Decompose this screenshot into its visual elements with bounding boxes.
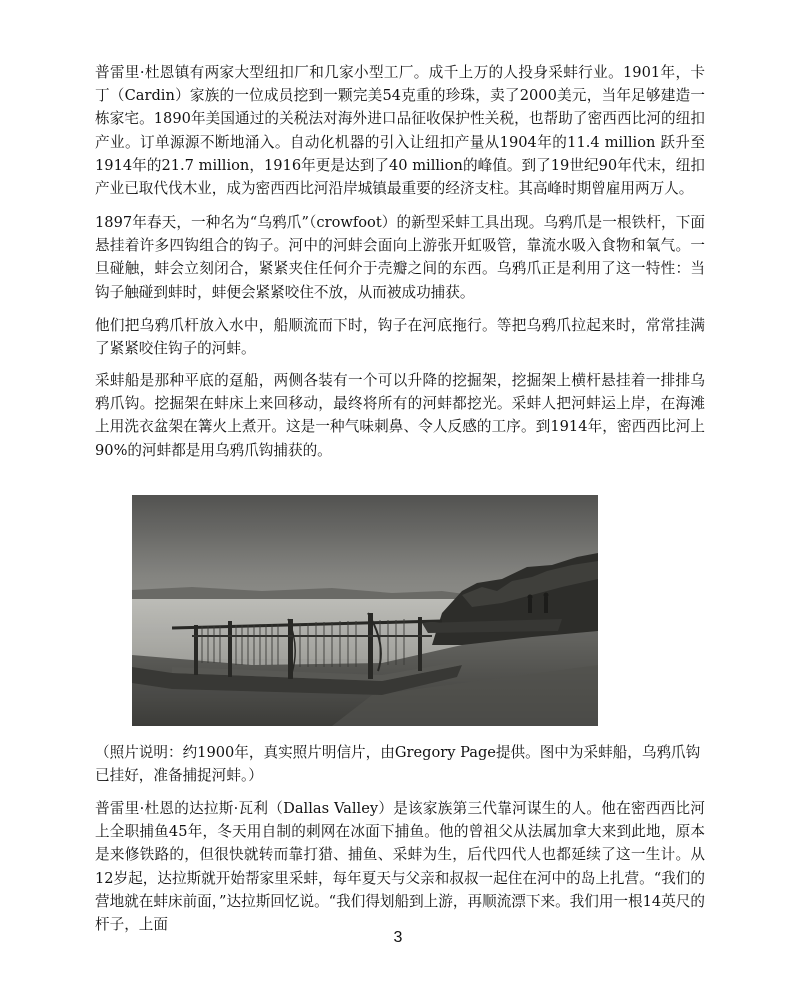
- paragraph-clamming-boat: 采蚌船是那种平底的趸船，两侧各装有一个可以升降的挖掘架，挖掘架上横杆悬挂着一排排乌鸦爪钩。挖掘架在蚌床上来回移动，最终将所有的河蚌都挖光。采蚌人把河蚌运上岸，在海滩上用洗衣盆架在篝火上煮开。这是一种气味刺鼻、令人反感的工序。到1914年，密西西比河上90%的河蚌都是用乌鸦爪钩捕获的。: [95, 372, 705, 459]
- photo-caption: （照片说明：约1900年，真实照片明信片，由Gregory Page提供。图中为采蚌船，乌鸦爪钩已挂好，准备捕捉河蚌。）: [95, 744, 701, 785]
- paragraph-dragging-hooks: 他们把乌鸦爪杆放入水中，船顺流而下时，钩子在河底拖行。等把乌鸦爪拉起来时，常常挂满了紧紧咬住钩子的河蚌。: [95, 317, 705, 358]
- paragraph-dallas-valley: 普雷里·杜恩的达拉斯·瓦利（Dallas Valley）是该家族第三代靠河谋生的人。他在密西西比河上全职捕鱼45年，冬天用自制的刺网在冰面下捕鱼。他的曾祖父从法属加拿大来到此地，原本是来修铁路的，但很快就转而靠打猎、捕鱼、采蚌为生，后代四代人也都延续了这一生计。从12岁起，达拉斯就开始帮家里采蚌，每年夏天与父亲和叔叔一起住在河中的岛上扎营。“我们的营地就在蚌床前面，”达拉斯回忆说。“我们得划船到上游，再顺流漂下来。我们用一根14英尺的杆子，上面: [95, 800, 705, 934]
- clamming-boat-photo: [132, 495, 598, 726]
- paragraph-button-factories: 普雷里·杜恩镇有两家大型纽扣厂和几家小型工厂。成千上万的人投身采蚌行业。1901年，卡丁（Cardin）家族的一位成员挖到一颗完美54克重的珍珠，卖了2000美元，当年足够建造一栋家宅。1890年美国通过的关税法对海外进口品征收保护性关税，也帮助了密西西比河的纽扣产业。订单源源不断地涌入。自动化机器的引入让纽扣产量从1904年的11.4 million 跃升至1914年的21.7 million，1916年更是达到了40 million的峰值。到了19世纪90年代末，纽扣产业已取代伐木业，成为密西西比河沿岸城镇最重要的经济支柱。其高峰时期曾雇用两万人。: [95, 64, 705, 198]
- paragraph-crowfoot-tool: 1897年春天，一种名为“乌鸦爪”（crowfoot）的新型采蚌工具出现。乌鸦爪是一根铁杆，下面悬挂着许多四钩组合的钩子。河中的河蚌会面向上游张开虹吸管，靠流水吸入食物和氧气。一旦碰触，蚌会立刻闭合，紧紧夹住任何介于壳瓣之间的东西。乌鸦爪正是利用了这一特性：当钩子触碰到蚌时，蚌便会紧紧咬住不放，从而被成功捕获。: [95, 214, 705, 301]
- page-number: 3: [393, 929, 403, 946]
